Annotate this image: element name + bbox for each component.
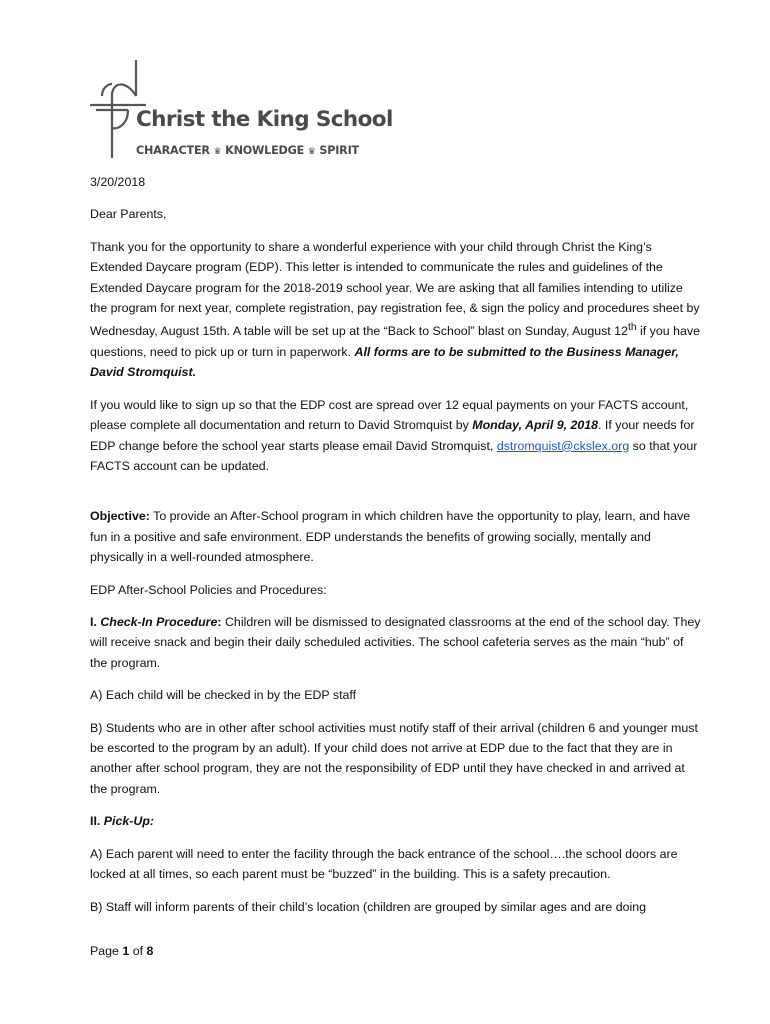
ordinal-suffix: th	[627, 322, 637, 334]
intro-emphasis: All forms are to be submitted to the Business Manager, David Stromquist.	[90, 344, 679, 380]
tagline-word-spirit: SPIRIT	[319, 144, 359, 157]
intro-text: Thank you for the opportunity to share a wonderful experience with your child through Christ the King’s Extended Daycare program (EDP). This letter is intended to communicate the rules and guidelines of the Extended Daycare program for the 2018-2019 school year. We are asking that all families intending to utilize the program for next year, complete registration, pay registration fee, & sign the policy and procedures sheet by Wednesday, August 15th. A table will be set up at the “Back to School” blast on Sunday, August 12	[90, 239, 700, 339]
section-1-checkin	[90, 612, 702, 673]
section-2-numeral: II.	[90, 814, 104, 829]
section-1-item-b: B) Students who are in other after school activities must notify staff of their arrival (children 6 and younger must be escorted to the program by an adult). If your child does not arrive at EDP due to the fact that they are in another after school program, they are not the responsibility of EDP until they have checked in and arrived at the program.	[90, 720, 698, 796]
tagline-word-knowledge: KNOWLEDGE	[225, 144, 305, 157]
section-2-pickup	[90, 811, 702, 831]
objective-text: To provide an After-School program in which children have the opportunity to play, learn, and have fun in a positive and safe environment. EDP understands the benefits of growing socially, mentally and physically in a well-rounded atmosphere.	[90, 509, 691, 565]
section-2-item-a: A) Each parent will need to enter the facility through the back entrance of the school….the school doors are locked at all times, so each parent must be “buzzed” in the building. This is a safety precaution.	[90, 846, 678, 882]
intro-text-cont: if you have questions, need to pick up or turn in paperwork.	[90, 324, 700, 359]
crown-icon: ♛	[213, 147, 222, 157]
letter-body	[90, 172, 702, 917]
facts-text-end: so that your FACTS account can be updated.	[90, 438, 698, 473]
facts-paragraph	[90, 395, 702, 477]
section-1-title: Check-In Procedure	[100, 615, 218, 630]
policies-heading: EDP After-School Policies and Procedures:	[90, 582, 327, 597]
section-2-item-b: B) Staff will inform parents of their child’s location (children are grouped by similar ages and are doing	[90, 899, 647, 914]
facts-deadline: Monday, April 9, 2018	[472, 418, 599, 433]
page-label: Page	[90, 944, 123, 958]
crown-icon: ♛	[307, 147, 316, 157]
letter-date: 3/20/2018	[90, 175, 146, 189]
section-1-numeral: I.	[90, 615, 101, 630]
email-link[interactable]: dstromquist@ckslex.org	[496, 438, 630, 453]
section-1-colon: :	[217, 615, 222, 630]
objective-paragraph	[90, 506, 702, 567]
intro-paragraph	[90, 237, 702, 383]
section-1-text: Children will be dismissed to designated classrooms at the end of the school day. They will receive snack and begin their daily scheduled activities. The school cafeteria serves as the main “hub” of the program.	[90, 615, 701, 670]
section-1-item-a: A) Each child will be checked in by the EDP staff	[90, 688, 357, 703]
section-2-title: Pick-Up:	[103, 814, 155, 829]
objective-label: Objective:	[90, 509, 150, 524]
logo-tagline	[136, 144, 359, 157]
page-footer	[90, 944, 153, 958]
page-current: 1	[122, 944, 130, 958]
page-total: 8	[146, 944, 154, 958]
logo-school-name: Christ the King School	[136, 107, 393, 132]
letter-salutation: Dear Parents,	[90, 207, 167, 222]
page-of: of	[129, 944, 147, 958]
facts-text: If you would like to sign up so that the EDP cost are spread over 12 equal payments on your FACTS account, please complete all documentation and return to David Stromquist by	[90, 397, 689, 433]
tagline-word-character: CHARACTER	[136, 144, 210, 157]
facts-text-cont: . If your needs for EDP change before the school year starts please email David Stromquist,	[90, 418, 695, 453]
school-logo	[88, 58, 393, 166]
